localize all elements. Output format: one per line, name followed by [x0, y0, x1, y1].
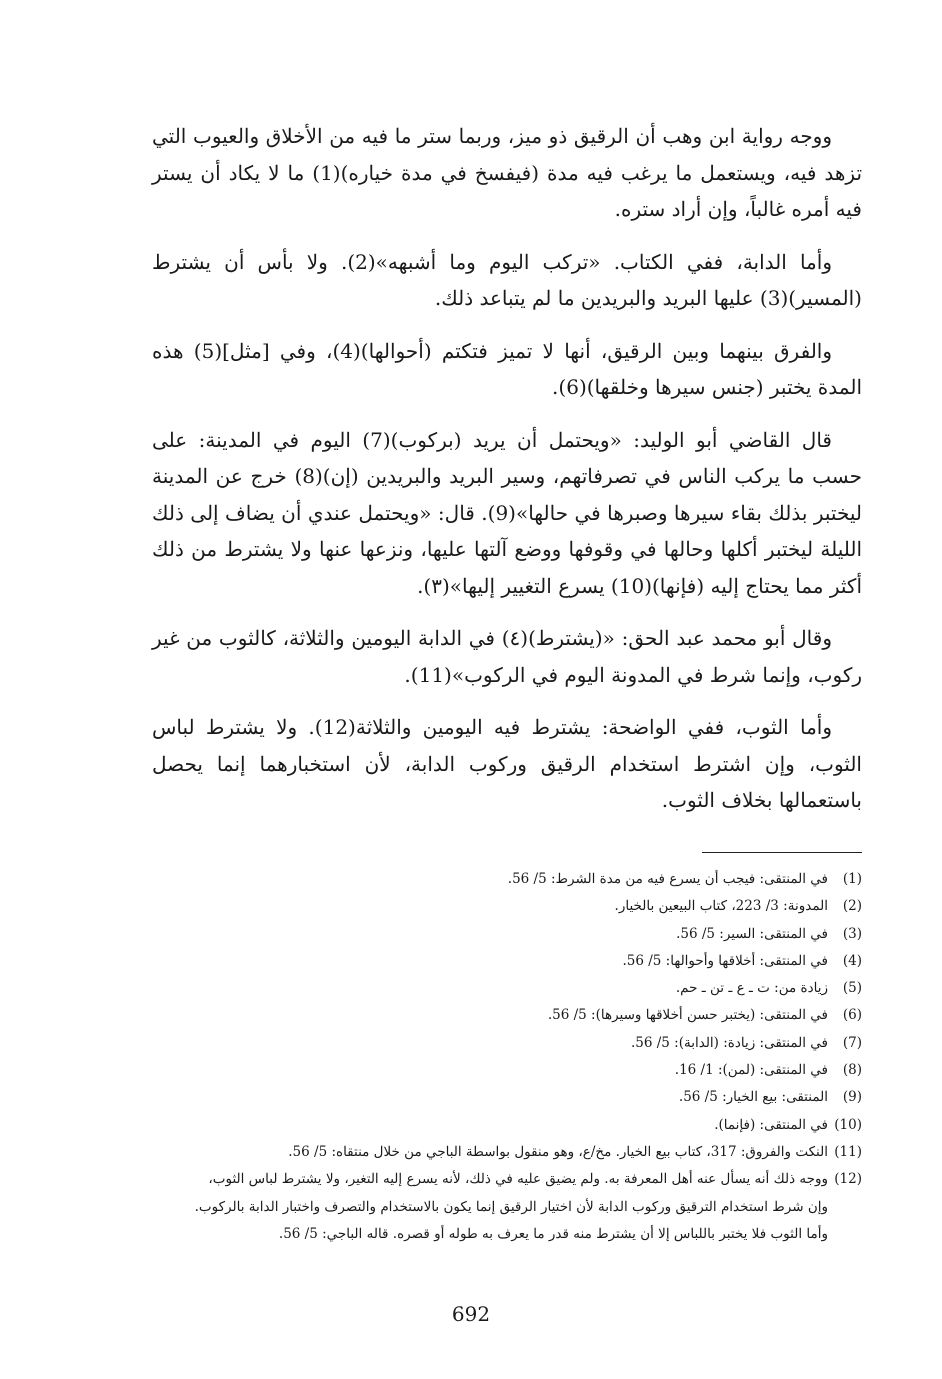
footnote-number: (8)	[842, 1062, 862, 1079]
footnote-number: (9)	[842, 1089, 862, 1106]
footnote-separator	[702, 852, 862, 853]
footnote-text: المنتقى: بيع الخيار: 5/ 56.	[678, 1089, 828, 1106]
footnote	[140, 975, 862, 1002]
footnote-text: في المنتقى: (يختبر حسن أخلاقها وسيرها): 5/ 56.	[547, 1007, 828, 1024]
footnote-number: (7)	[842, 1034, 862, 1051]
footnote	[140, 1139, 862, 1166]
paragraph	[152, 709, 862, 819]
paragraph-text: وأما الدابة، ففي الكتاب. «تركب اليوم وما أشبهه»(2). ولا بأس أن يشترط (المسير)(3) عليها البريد والبريدين ما لم يتباعد ذلك.	[152, 249, 862, 310]
footnote	[140, 948, 862, 975]
footnote-number: (11)	[834, 1143, 862, 1160]
footnote	[140, 1112, 862, 1139]
paragraph-text: وأما الثوب، ففي الواضحة: يشترط فيه اليومين والثلاثة(12). ولا يشترط لباس الثوب، وإن اشترط استخدام الرقيق وركوب الدابة، لأن استخبارهما إنما يحصل باستعمالها بخلاف الثوب.	[152, 715, 862, 812]
footnote-number: (3)	[842, 925, 862, 942]
footnote-number: (10)	[834, 1116, 862, 1133]
footnote-number: (1)	[842, 871, 862, 887]
footnote	[140, 1084, 862, 1111]
footnote	[140, 1057, 862, 1084]
footnotes	[140, 866, 862, 1248]
footnote-number: (6)	[842, 1007, 862, 1024]
footnote	[140, 921, 862, 948]
footnote	[140, 866, 862, 893]
paragraph-text: قال القاضي أبو الوليد: «ويحتمل أن يريد (بركوب)(7) اليوم في المدينة: على حسب ما يركب الناس في تصرفاتهم، وسير البريد والبريدين (إن)(8) خرج عن المدينة ليختبر بذلك بقاء سيرها وصبرها في حالها»(9). قال: «ويحتمل عندي أن يضاف إلى ذلك الليلة ليختبر أكلها وحالها في وقوفها ووضع آلتها عليها، ونزعها عنها ولا يشترط من ذلك أكثر مما يحتاج إليه (فإنها)(10) يسرع التغيير إليها»(٣).	[152, 427, 862, 598]
main-text	[152, 118, 862, 835]
footnote-number: (2)	[842, 898, 862, 915]
footnote-text: النكت والفروق: 317، كتاب بيع الخيار. مخ/ع، وهو منقول بواسطة الباجي من خلال منتقاه: 5/ 56.	[288, 1143, 828, 1160]
footnote	[140, 1002, 862, 1029]
footnote	[140, 1030, 862, 1057]
footnote-number: (12)	[834, 1171, 862, 1188]
paragraph-text: والفرق بينهما وبين الرقيق، أنها لا تميز فتكتم (أحوالها)(4)، وفي [مثل](5) هذه المدة يختبر (جنس سيرها وخلقها)(6).	[152, 338, 862, 399]
footnote	[140, 1166, 862, 1248]
footnote-text: في المنتقى: فيجب أن يسرع فيه من مدة الشرط: 5/ 56.	[507, 871, 828, 887]
footnote-number: (4)	[842, 952, 862, 969]
paragraph	[152, 333, 862, 406]
footnote-number: (5)	[842, 980, 862, 997]
page-number: 692	[451, 1302, 491, 1326]
footnote-text: في المنتقى: السير: 5/ 56.	[676, 925, 828, 942]
paragraph-text: ووجه رواية ابن وهب أن الرقيق ذو ميز، وربما ستر ما فيه من الأخلاق والعيوب التي تزهد فيه، ويستعمل ما يرغب فيه مدة (فيفسخ في مدة خياره)(1) ما لا يكاد أن يستر فيه أمره غالباً، وإن أراد ستره.	[152, 124, 863, 221]
footnote	[140, 893, 862, 920]
paragraph	[152, 422, 862, 605]
footnote-text: ووجه ذلك أنه يسأل عنه أهل المعرفة به. ولم يضيق عليه في ذلك، لأنه يسرع إليه التغير، ولا يشترط لباس الثوب، وإن شرط استخدام الترقيق وركوب الدابة لأن اختيار الرقيق إنما يكون بالاستخدام والتصرف واختبار الدابة بالركوب. وأما الثوب فلا يختبر باللباس إلا أن يشترط منه قدر ما يعرف به طوله أو قصره. قاله الباجي: 5/ 56.	[194, 1171, 828, 1242]
footnote-text: المدونة: 3/ 223، كتاب البيعين بالخيار.	[614, 898, 828, 915]
footnote-text: في المنتقى: (لمن): 1/ 16.	[674, 1062, 828, 1079]
footnote-text: في المنتقى: (فإنما).	[714, 1116, 828, 1133]
footnote-text: زيادة من: ت ـ ع ـ تن ـ حم.	[675, 980, 828, 997]
paragraph-text: وقال أبو محمد عبد الحق: «(يشترط)(٤) في الدابة اليومين والثلاثة، كالثوب من غير ركوب، وإنما شرط في المدونة اليوم في الركوب»(11).	[152, 626, 862, 687]
paragraph	[152, 118, 862, 228]
paragraph	[152, 620, 862, 693]
paragraph	[152, 244, 862, 317]
footnote-text: في المنتقى: أخلاقها وأحوالها: 5/ 56.	[622, 952, 828, 969]
footnote-text: في المنتقى: زيادة: (الدابة): 5/ 56.	[630, 1034, 828, 1051]
